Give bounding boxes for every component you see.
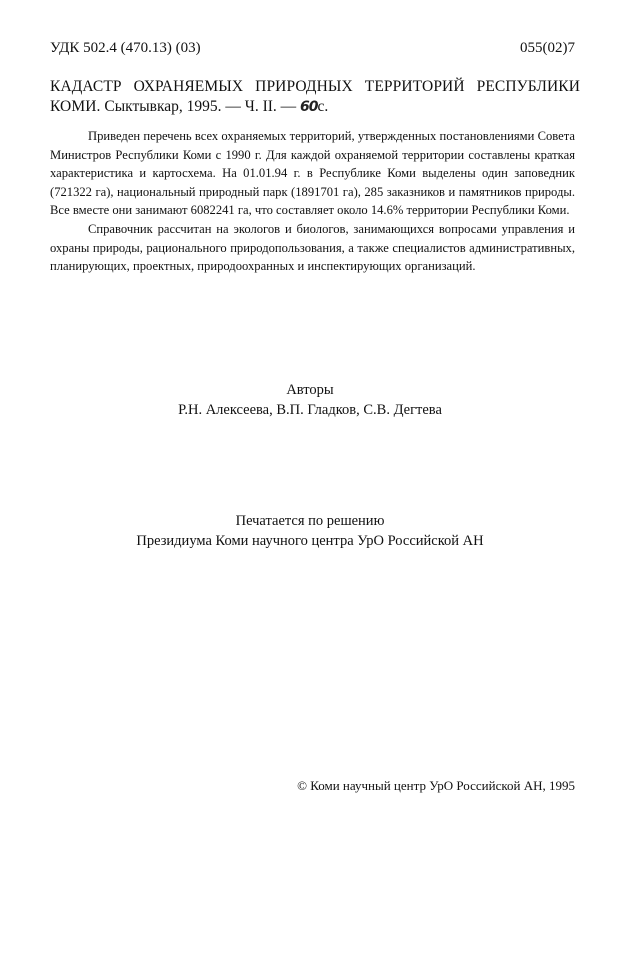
- copyright-notice: © Коми научный центр УрО Российской АН, 1995: [297, 778, 575, 793]
- pages-suffix: с.: [317, 98, 329, 115]
- bibliographic-title: [50, 77, 580, 117]
- udk-code: УДК 502.4 (470.13) (03): [50, 40, 201, 56]
- abstract: [50, 127, 575, 276]
- handwritten-page-count: 60: [300, 99, 318, 115]
- authors-names: Р.Н. Алексеева, В.П. Гладков, С.В. Дегтева: [178, 402, 442, 418]
- print-note-line1: Печатается по решению: [235, 513, 385, 529]
- print-note-line2: Президиума Коми научного центра УрО Российской АН: [136, 533, 484, 549]
- title-main: КАДАСТР ОХРАНЯЕМЫХ ПРИРОДНЫХ ТЕРРИТОРИЙ РЕСПУБЛИКИ КОМИ.: [50, 78, 580, 115]
- abstract-paragraph: Справочник рассчитан на экологов и биологов, занимающихся вопросами управления и охраны природы, рационального природопользования, а также специалистов административных, планирующих, проектных, природоохранных и инспектирующих организаций.: [50, 221, 575, 274]
- abstract-paragraph: Приведен перечень всех охраняемых территорий, утвержденных постановлениями Совета Министров Республики Коми с 1990 г. Для каждой охраняемой территории составлены краткая характеристика и картосхема. На 01.01.94 г. в Республике Коми выделены один заповедник (721322 га), национальный природный парк (1891701 га), 285 заказников и памятников природы. Все вместе они занимают 6082241 га, что составляет около 14.6% территории Республики Коми.: [50, 129, 575, 218]
- bbk-code: 055(02)7: [520, 40, 575, 56]
- authors-heading: Авторы: [286, 382, 334, 398]
- title-imprint: Сыктывкар, 1995. — Ч. II. —: [104, 98, 297, 115]
